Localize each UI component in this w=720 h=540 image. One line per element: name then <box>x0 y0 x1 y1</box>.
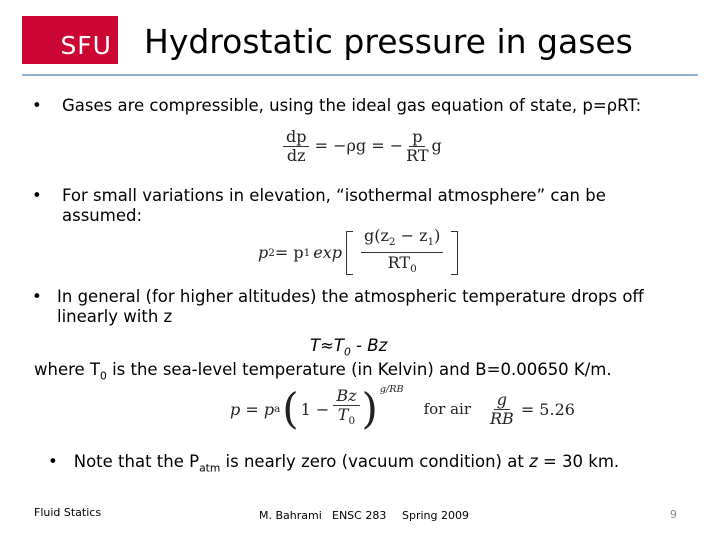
bullet-4-sub: atm <box>199 461 221 475</box>
equation-linear-temp <box>230 384 575 434</box>
where-sub: 0 <box>100 369 107 383</box>
eq2-p1-sub: 1 <box>303 246 311 259</box>
footer-term: Spring 2009 <box>402 509 469 522</box>
sfu-logo-text: SFU <box>60 31 112 60</box>
temperature-equation <box>310 336 387 358</box>
eq2-bracket-left <box>346 231 353 275</box>
bullet-2-text: For small variations in elevation, “isothermal atmosphere” can be assumed: <box>62 186 606 225</box>
bullet-4-mid: is nearly zero (vacuum condition) at <box>220 452 530 471</box>
eq1-g: g <box>431 136 442 155</box>
eq2-num: g(z <box>363 226 389 245</box>
bullet-4-text: Note that the P <box>73 452 200 471</box>
eq3-g: g <box>494 391 510 410</box>
bullet-3 <box>32 287 672 327</box>
eq3-paren-left: ( <box>282 384 299 433</box>
footer-page-number: 9 <box>670 508 677 521</box>
bullet-3-text-a: In general (for higher altitudes) the atmospheric temperature drops off <box>57 287 644 306</box>
eq2-eq: = p <box>274 243 304 263</box>
equation-isothermal <box>258 226 458 279</box>
bullet-dot: • <box>32 287 42 306</box>
eq3-bz: Bz <box>333 387 359 406</box>
bullet-4 <box>48 452 619 474</box>
eq3-rb: RB <box>490 408 514 428</box>
temp-rhs: - Bz <box>350 336 388 355</box>
eq2-den-sub: 0 <box>410 263 417 276</box>
eq2-den: RT <box>387 253 411 273</box>
where-post: is the sea-level temperature (in Kelvin) and B=0.00650 K/m. <box>106 360 612 379</box>
where-pre: where T <box>34 360 100 379</box>
bullet-3-text-b: linearly with z <box>57 307 173 326</box>
title-divider <box>22 74 698 76</box>
eq3-for-air: for air <box>423 400 471 418</box>
eq2-p2: p <box>258 243 269 263</box>
eq3-val: = 5.26 <box>520 399 575 419</box>
bullet-4-end: = 30 km. <box>537 452 620 471</box>
sfu-logo <box>22 16 118 64</box>
eq1-mid: = −ρg = − <box>309 136 404 155</box>
eq3-lhs-sub: a <box>274 403 281 415</box>
bullet-2 <box>32 186 632 226</box>
equation-dp-dz <box>283 128 442 165</box>
footer-course: ENSC 283 <box>332 509 387 522</box>
eq1-rt: RT <box>406 146 429 165</box>
eq2-num-s2: 2 <box>388 236 396 249</box>
eq3-one: 1 − <box>300 399 330 419</box>
eq1-p: p <box>409 128 425 147</box>
bullet-4-z: z <box>529 452 538 471</box>
footer-left: Fluid Statics <box>34 506 102 519</box>
eq3-t0-sub: 0 <box>348 415 356 428</box>
temp-sub: 0 <box>343 345 351 359</box>
eq2-exp: exp <box>313 243 342 263</box>
eq2-num-end: ) <box>434 226 441 245</box>
eq1-dz: dz <box>286 146 306 165</box>
eq2-p2-sub: 2 <box>268 246 275 259</box>
footer-author: M. Bahrami <box>259 509 322 522</box>
slide-title: Hydrostatic pressure in gases <box>144 22 633 61</box>
bullet-dot: • <box>48 452 58 471</box>
eq2-bracket-right <box>451 231 458 275</box>
bullet-dot: • <box>32 96 42 115</box>
eq3-lhs: p = p <box>230 399 275 419</box>
eq3-paren-right: ) <box>361 384 378 433</box>
eq2-num-mid: − z <box>395 226 428 245</box>
bullet-dot: • <box>32 186 42 205</box>
temp-lhs: T≈T <box>310 336 344 355</box>
bullet-1-text: Gases are compressible, using the ideal gas equation of state, p=ρRT: <box>62 96 642 115</box>
eq3-power: g/RB <box>379 384 404 395</box>
eq1-dp: dp <box>283 128 309 147</box>
where-line <box>34 360 612 382</box>
eq2-num-s1: 1 <box>427 236 435 249</box>
eq3-t0: T <box>337 405 349 425</box>
bullet-1 <box>32 96 692 116</box>
